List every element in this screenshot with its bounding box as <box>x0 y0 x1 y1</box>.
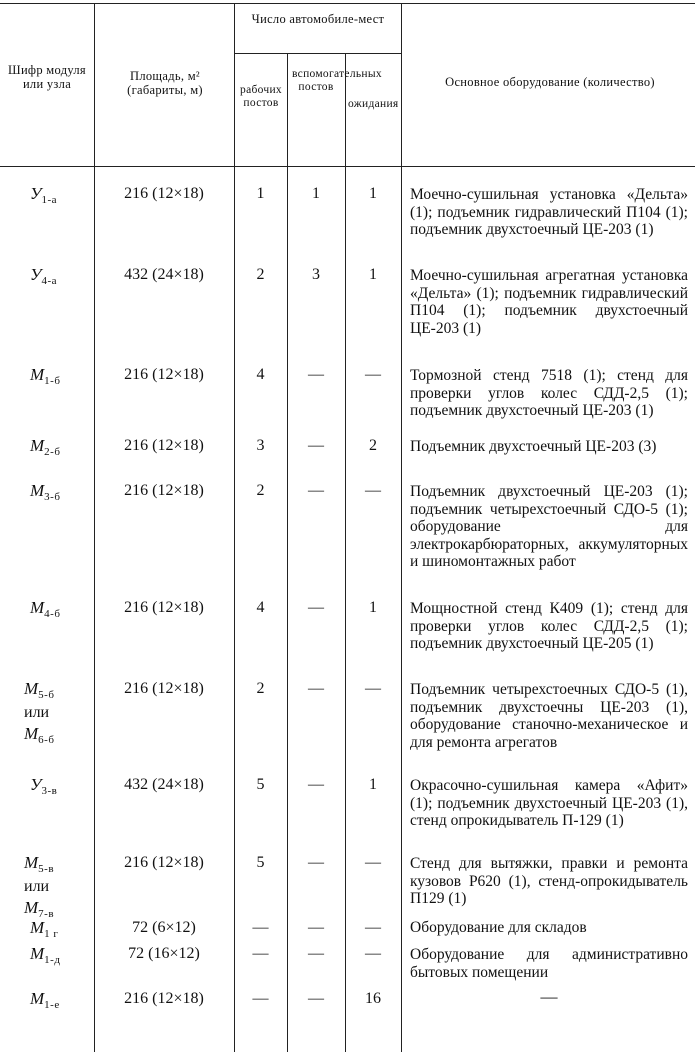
module-code: $М_{5-в}$ или $М_{7-в}$ <box>24 853 55 920</box>
working-posts-cell: 3 <box>256 437 265 454</box>
column-divider <box>94 3 95 1052</box>
module-code: $У_{4-а}$ <box>30 265 57 287</box>
aux-posts-cell: — <box>308 437 324 454</box>
equipment-cell: Стенд для вытяжки, правки и ремонта кузовов Р620 (1), стенд-опрокидыватель П129 (1) <box>410 855 688 907</box>
aux-posts-cell: — <box>308 919 324 936</box>
working-posts-cell: 2 <box>256 680 265 697</box>
equipment-cell: Моечно-сушильная агрегатная установка «Дельта» (1); подъемник гидравлический П104 (1); подъемник двухстоечный ЦЕ-203 (1) <box>410 267 688 337</box>
module-code: $М_{3-б}$ <box>30 481 61 503</box>
working-posts-cell: 5 <box>256 776 265 793</box>
column-divider <box>234 3 235 1052</box>
waiting-places-cell: — <box>365 854 381 871</box>
area-cell: 216 (12×18) <box>124 854 204 871</box>
working-posts-cell: 2 <box>256 482 265 499</box>
waiting-places-cell: 1 <box>369 266 377 283</box>
area-cell: 216 (12×18) <box>124 366 204 383</box>
aux-posts-cell: — <box>308 599 324 616</box>
header-auxiliary-text: вспомогательных постов <box>292 68 382 93</box>
area-cell: 72 (16×12) <box>128 945 200 962</box>
module-code: $М_{1-б}$ <box>30 365 61 387</box>
header-waiting <box>348 98 398 111</box>
waiting-places-cell: 1 <box>369 599 377 616</box>
aux-posts-cell: — <box>308 680 324 697</box>
table-top-rule <box>0 3 695 4</box>
working-posts-cell: 2 <box>256 266 265 283</box>
module-code: $М_{2-б}$ <box>30 436 61 458</box>
waiting-places-cell: 2 <box>369 437 377 454</box>
working-posts-cell: 4 <box>256 366 265 383</box>
waiting-places-cell: — <box>365 366 381 383</box>
module-code: $М_{4-б}$ <box>30 598 61 620</box>
header-equipment-text: Основное оборудование (количество) <box>445 75 655 89</box>
module-code: $М_{5-б}$ или $М_{6-б}$ <box>24 679 55 746</box>
waiting-places-cell: 1 <box>369 185 377 202</box>
working-posts-cell: 5 <box>256 854 265 871</box>
aux-posts-cell: — <box>308 990 324 1007</box>
places-subheader-rule <box>234 53 401 54</box>
waiting-places-cell: 1 <box>369 776 377 793</box>
working-posts-cell: 4 <box>256 599 265 616</box>
equipment-cell: Подъемник четырехстоечных СДО-5 (1), подъемник двухстоечны ЦЕ-203 (1), оборудование станочно-механическое и для ремонта агрегатов <box>410 681 688 751</box>
aux-posts-cell: — <box>308 854 324 871</box>
equipment-cell: — <box>540 987 558 1006</box>
aux-posts-cell: 3 <box>312 266 320 283</box>
module-code: $М_{1-е}$ <box>30 989 60 1011</box>
area-cell: 216 (12×18) <box>124 680 204 697</box>
module-code: $М_{1 г}$ <box>30 918 59 940</box>
equipment-cell: Мощностной стенд К409 (1); стенд для проверки углов колес СДД-2,5 (1); подъемник двухстоечный ЦЕ-205 (1) <box>410 600 688 652</box>
module-code: $У_{3-в}$ <box>30 775 58 797</box>
header-working <box>236 84 286 109</box>
waiting-places-cell: 16 <box>365 990 381 1007</box>
area-cell: 72 (6×12) <box>132 919 196 936</box>
waiting-places-cell: — <box>365 945 381 962</box>
waiting-places-cell: — <box>365 482 381 499</box>
working-posts-cell: — <box>252 945 269 962</box>
equipment-cell: Моечно-сушильная установка «Дельта» (1); подъемник гидравлический П104 (1); подъемник двухстоечный ЦЕ-203 (1) <box>410 186 688 238</box>
module-code: $У_{1-а}$ <box>30 184 57 206</box>
header-places <box>250 13 386 27</box>
area-cell: 216 (12×18) <box>124 990 204 1007</box>
working-posts-cell: — <box>252 990 269 1007</box>
header-code-text: Шифр модуля или узла <box>8 63 86 91</box>
module-code: $М_{1-д}$ <box>30 944 61 966</box>
equipment-cell: Оборудование для складов <box>410 919 587 936</box>
header-waiting-text: ожидания <box>348 98 399 110</box>
header-bottom-rule <box>0 166 695 167</box>
header-auxiliary <box>292 68 382 93</box>
header-working-text: рабочих постов <box>240 84 282 109</box>
equipment-cell: Подъемник двухстоечный ЦЕ-203 (1); подъемник четырехстоечный СДО-5 (1); оборудование для электрокарбюраторных, аккумуляторных и шиномонтажных работ <box>410 483 688 570</box>
aux-posts-cell: — <box>308 945 324 962</box>
aux-posts-cell: 1 <box>312 185 320 202</box>
area-cell: 216 (12×18) <box>124 482 204 499</box>
equipment-cell: Оборудование для административно бытовых помещении <box>410 946 688 981</box>
aux-posts-cell: — <box>308 366 324 383</box>
working-posts-cell: 1 <box>256 185 265 202</box>
equipment-cell: Окрасочно-сушильная камера «Афит» (1); подъемник двухстоечный ЦЕ-203 (1), стенд опрокидыватель П-129 (1) <box>410 777 688 829</box>
aux-posts-cell: — <box>308 776 324 793</box>
area-cell: 216 (12×18) <box>124 599 204 616</box>
area-cell: 432 (24×18) <box>124 776 204 793</box>
working-posts-cell: — <box>252 919 269 936</box>
equipment-cell: Тормозной стенд 7518 (1); стенд для проверки углов колес СДД-2,5 (1); подъемник двухстоечный ЦЕ-203 (1) <box>410 367 688 419</box>
header-places-text: Число автомобиле-мест <box>251 12 385 26</box>
waiting-places-cell: — <box>365 919 381 936</box>
header-area-text: Площадь, м² (габариты, м) <box>127 69 203 97</box>
header-equipment <box>440 76 660 90</box>
header-area <box>100 70 230 97</box>
column-divider <box>401 3 402 1052</box>
area-cell: 432 (24×18) <box>124 266 204 283</box>
waiting-places-cell: — <box>365 680 381 697</box>
area-cell: 216 (12×18) <box>124 437 204 454</box>
aux-posts-cell: — <box>308 482 324 499</box>
header-code <box>2 64 92 91</box>
equipment-cell: Подъемник двухстоечный ЦЕ-203 (3) <box>410 438 657 455</box>
area-cell: 216 (12×18) <box>124 185 204 202</box>
